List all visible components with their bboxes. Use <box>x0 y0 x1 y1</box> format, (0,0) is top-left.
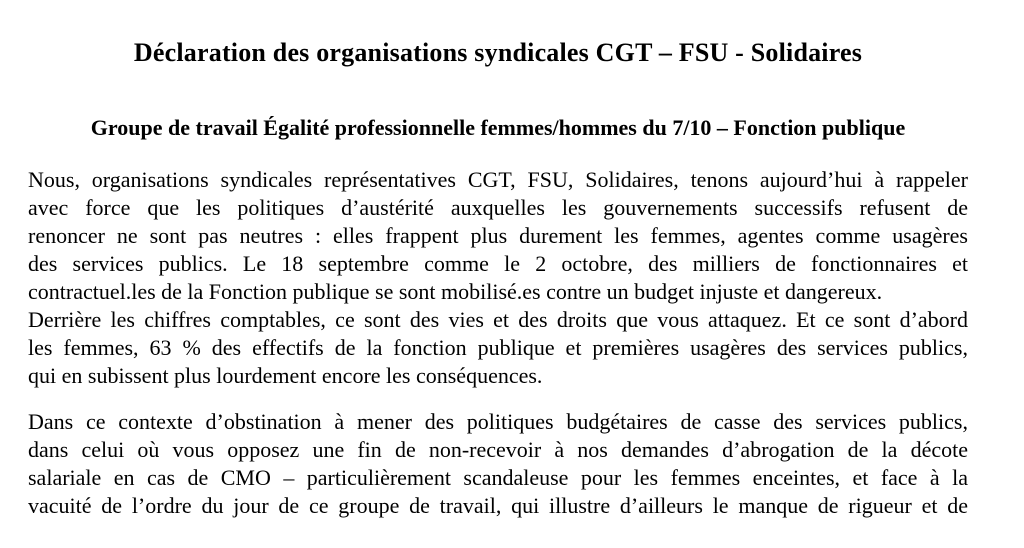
document-subtitle: Groupe de travail Égalité professionnelle femmes/hommes du 7/10 – Fonction publique <box>90 115 906 140</box>
document-body <box>28 166 968 520</box>
paragraph-3 <box>28 408 968 520</box>
text-line: Derrière les chiffres comptables, ce sont des vies et des droits que vous attaquez. Et ce sont d’abord <box>28 307 968 332</box>
text-line: contractuel.les de la Fonction publique se sont mobilisé.es contre un budget injuste et dangereux. <box>28 279 883 304</box>
document-page <box>0 36 1024 548</box>
text-line: qui en subissent plus lourdement encore les conséquences. <box>28 363 543 388</box>
text-line: renoncer ne sont pas neutres : elles frappent plus durement les femmes, agentes comme usagères <box>28 223 968 248</box>
text-line: avec force que les politiques d’austérité auxquelles les gouvernements successifs refusent de <box>28 195 968 220</box>
text-line: salariale en cas de CMO – particulièrement scandaleuse pour les femmes enceintes, et face à la <box>28 465 968 490</box>
text-line: des services publics. Le 18 septembre comme le 2 octobre, des milliers de fonctionnaires et <box>28 251 968 276</box>
text-line: Dans ce contexte d’obstination à mener des politiques budgétaires de casse des services publics, <box>28 409 968 434</box>
text-line: dans celui où vous opposez une fin de non-recevoir à nos demandes d’abrogation de la décote <box>28 437 968 462</box>
text-line: Nous, organisations syndicales représentatives CGT, FSU, Solidaires, tenons aujourd’hui à rappeler <box>28 167 968 192</box>
text-line: les femmes, 63 % des effectifs de la fonction publique et premières usagères des services publics, <box>28 335 968 360</box>
paragraph-2 <box>28 306 968 390</box>
document-title: Déclaration des organisations syndicales CGT – FSU - Solidaires <box>133 38 863 67</box>
text-line: vacuité de l’ordre du jour de ce groupe de travail, qui illustre d’ailleurs le manque de rigueur et de <box>28 493 968 518</box>
paragraph-1 <box>28 166 968 306</box>
